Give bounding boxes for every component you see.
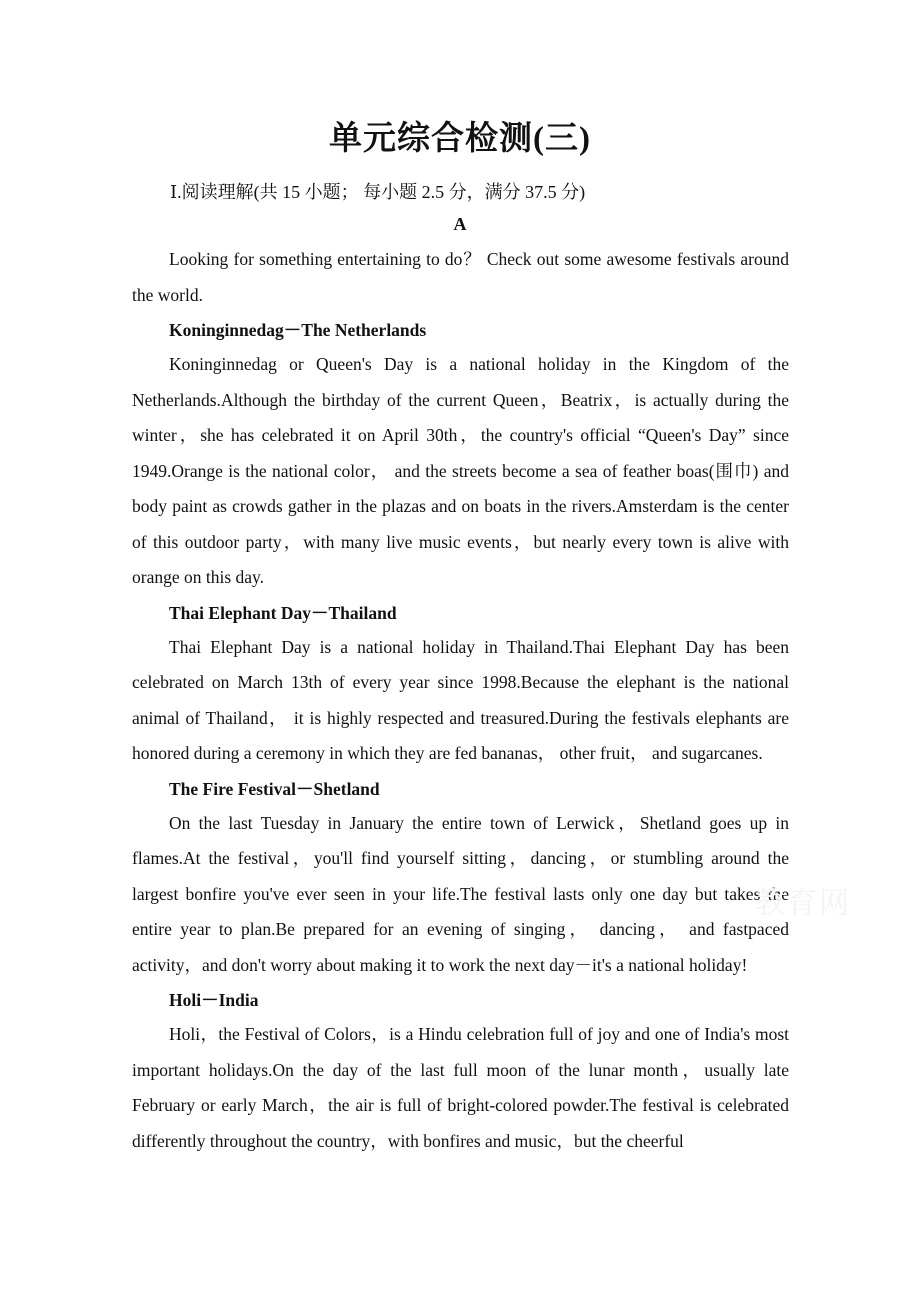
section-heading: Ⅰ.阅读理解(共 15 小题； 每小题 2.5 分，满分 37.5 分): [170, 182, 586, 202]
festival-paragraph-india: Holi，the Festival of Colors，is a Hindu celebration full of joy and one of India's most important holidays.On the day of the last full moon of the lunar month，usually late February or early March，the air is full of bright-colored powder.The festival is celebrated differently throughout the country，with bonfires and music，but the cheerful: [132, 1024, 789, 1151]
festival-paragraph-thailand: Thai Elephant Day is a national holiday in Thailand.Thai Elephant Day has been celebrated on March 13th of every year since 1998.Because the elephant is the national animal of Thailand， it is highly respected and treasured.During the festivals elephants are honored during a ceremony in which they are fed bananas， other fruit， and sugarcanes.: [132, 636, 789, 763]
intro-paragraph: Looking for something entertaining to do？ Check out some awesome festivals around the world.: [132, 249, 789, 305]
festival-heading-shetland: The Fire Festival－Shetland: [169, 778, 380, 799]
festival-heading-india: Holi－India: [169, 990, 259, 1010]
document-title: 单元综合检测(三): [329, 121, 591, 157]
festival-paragraph-netherlands: Koninginnedag or Queen's Day is a national holiday in the Kingdom of the Netherlands.Although the birthday of the current Queen，Beatrix，is actually during the winter，she has celebrated it on April 30th，the country's official “Queen's Day” since 1949.Orange is the national color， and the streets become a sea of feather boas(围巾) and body paint as crowds gather in the plazas and on boats in the rivers.Amsterdam is the center of this outdoor party，with many live music events，but nearly every town is alive with orange on this day.: [132, 354, 789, 587]
passage-body: [132, 242, 789, 1159]
festival-paragraph-shetland: On the last Tuesday in January the entire town of Lerwick，Shetland goes up in flames.At the festival，you'll find yourself sitting，dancing，or stumbling around the largest bonfire you've ever seen in your life.The festival lasts only one day but takes the entire year to plan.Be prepared for an evening of singing， dancing， and fastpaced activity，and don't worry about making it to work the next day－it's a national holiday!: [132, 812, 789, 975]
festival-heading-thailand: Thai Elephant Day－Thailand: [169, 602, 397, 623]
passage-label: A: [453, 214, 467, 234]
watermark: 教育网: [755, 886, 851, 921]
festival-heading-netherlands: Koninginnedag－The Netherlands: [169, 320, 427, 340]
